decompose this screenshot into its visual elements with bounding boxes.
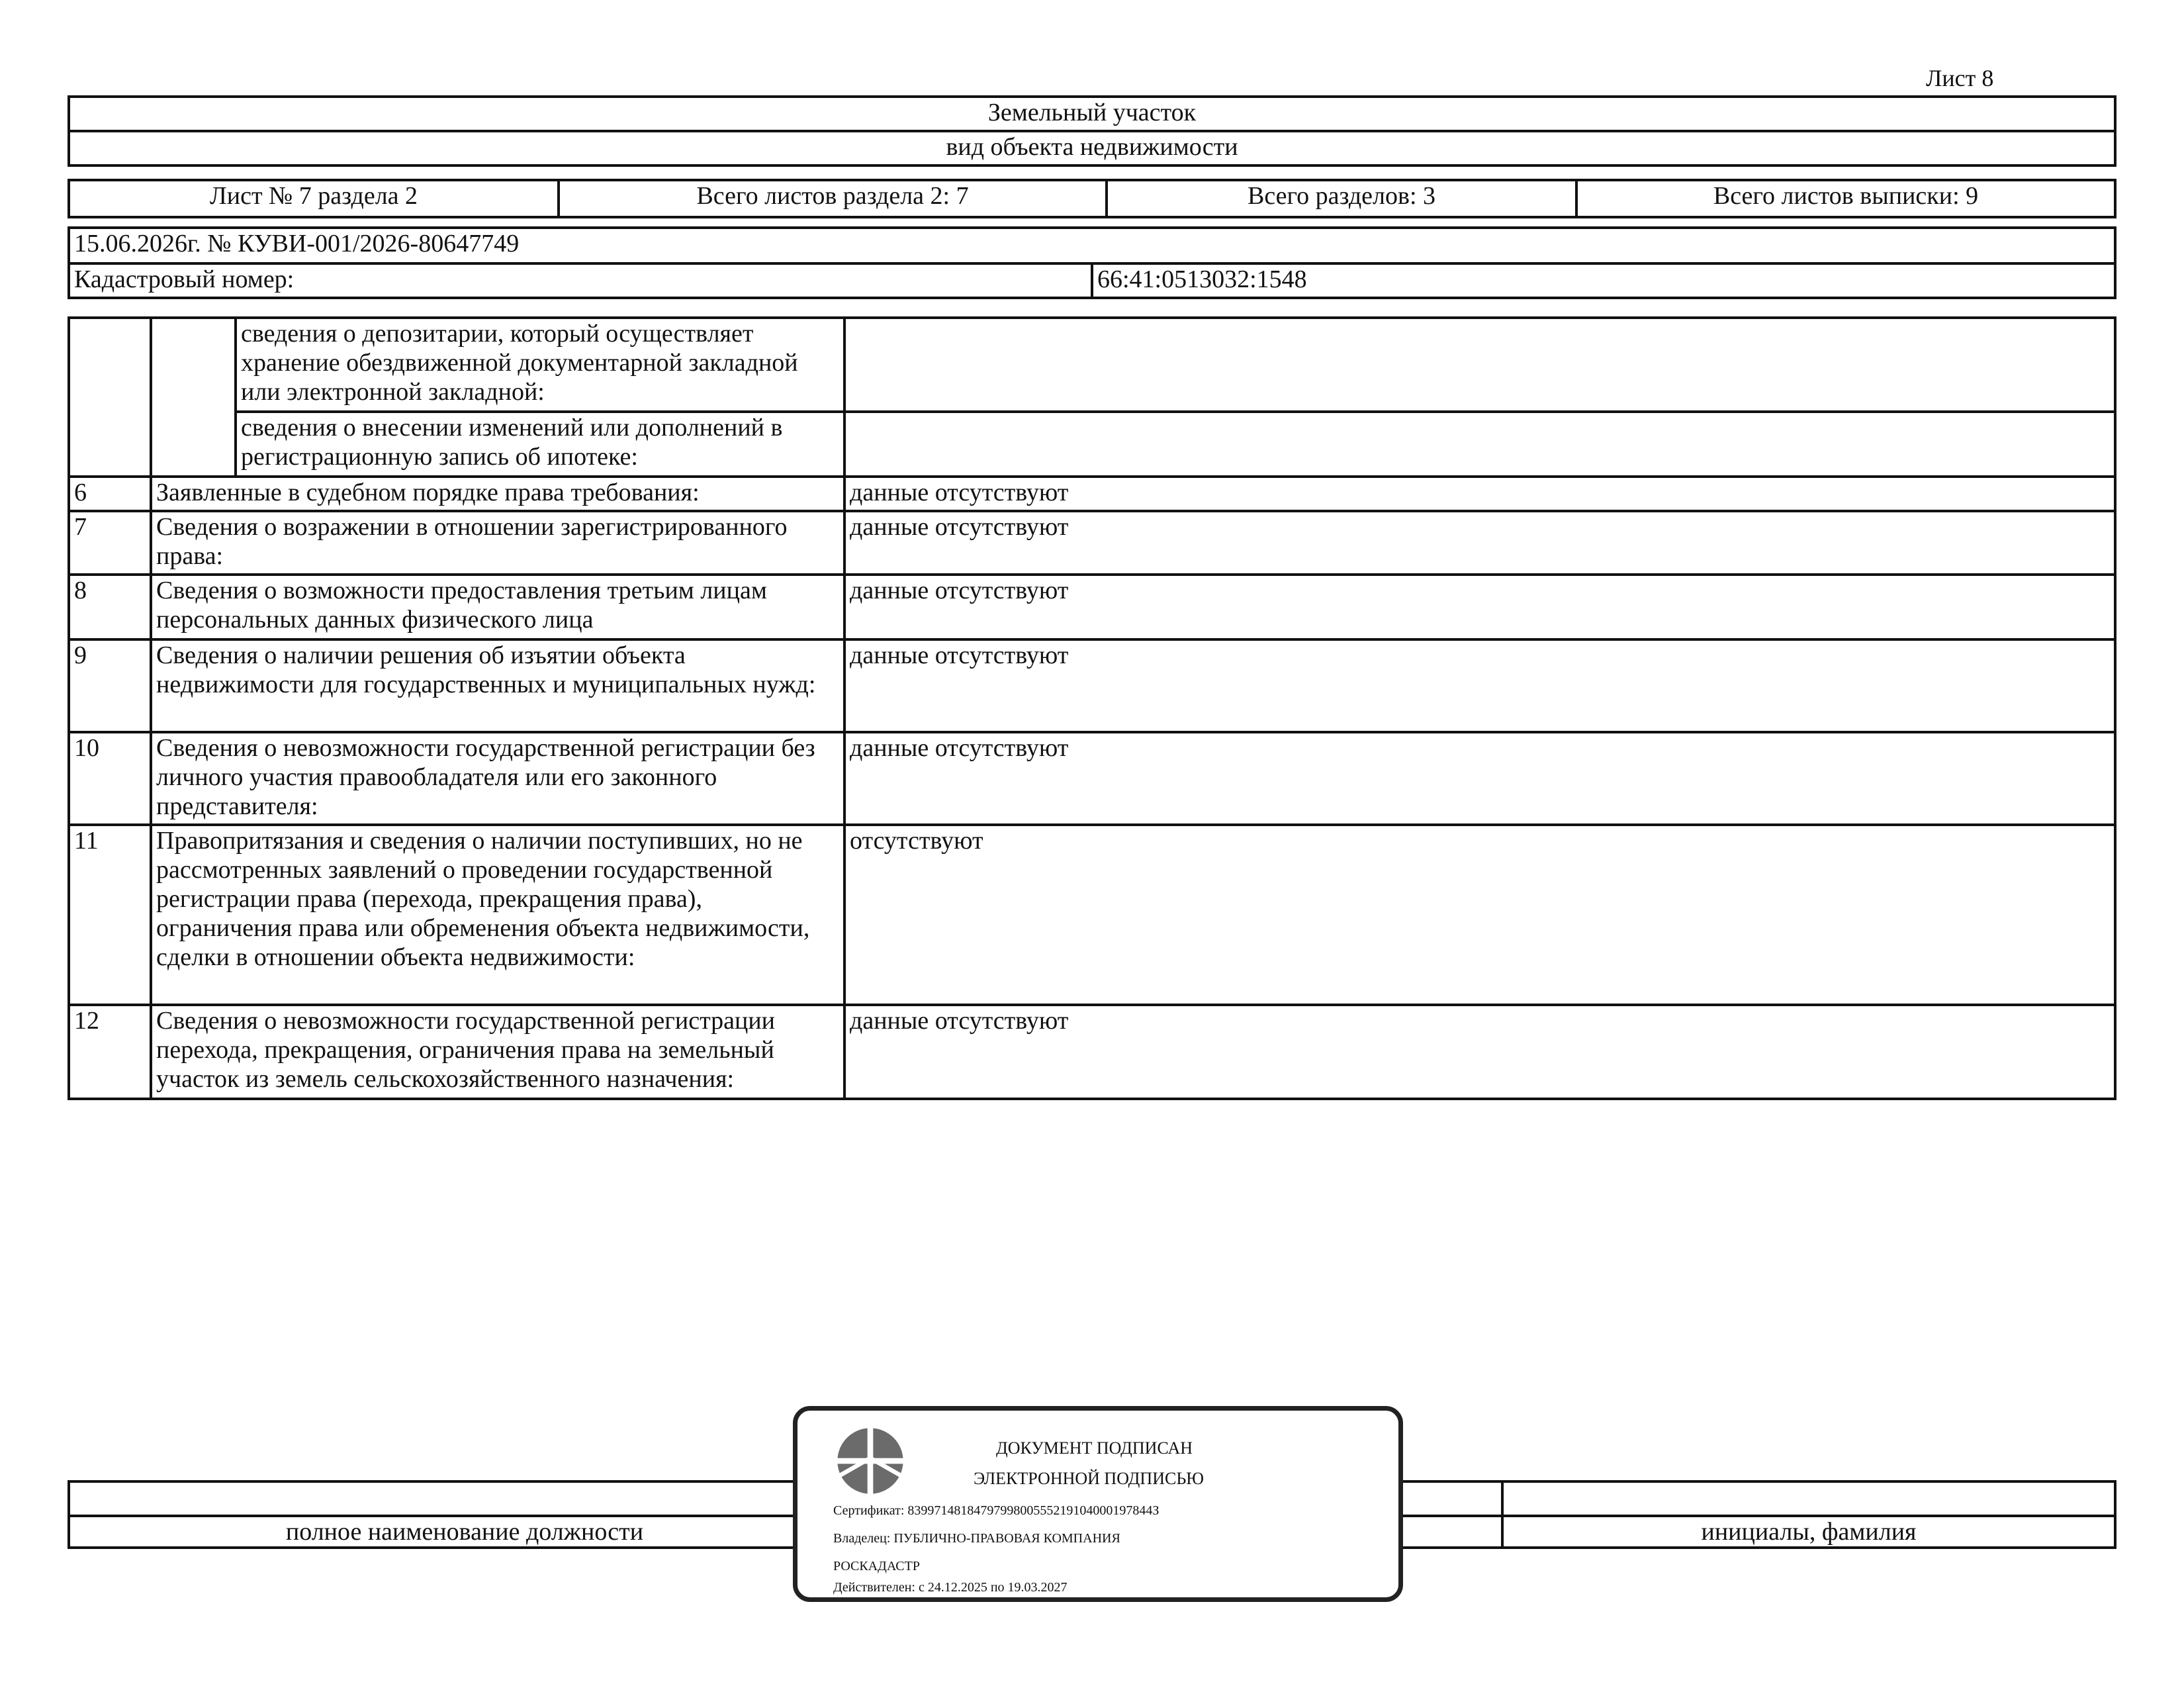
row-number: 10: [69, 732, 151, 825]
table-row: [69, 575, 2115, 639]
row-label: Правопритязания и сведения о наличии поступивших, но не рассмотренных заявлений о проведении государственной регистрации права (перехода, прекращения права), ограничения права или обременения объекта недвижимости, сделки в отношении объекта недвижимости:: [151, 825, 844, 1005]
table-row: [69, 477, 2115, 511]
row-number: 7: [69, 511, 151, 575]
total-section-sheets: Всего листов раздела 2: 7: [559, 180, 1107, 217]
table-row: [69, 732, 2115, 825]
sub-row-label: сведения о внесении изменений или дополнений в регистрационную запись об ипотеке:: [236, 412, 844, 477]
section-sheet: Лист № 7 раздела 2: [69, 180, 559, 217]
position-cell: [69, 1481, 860, 1516]
sub-row-value: [844, 412, 2115, 477]
row-label: Сведения о возражении в отношении зарегистрированного права:: [151, 511, 844, 575]
row-label: Сведения о возможности предоставления третьим лицам персональных данных физического лица: [151, 575, 844, 639]
row-label: Сведения о наличии решения об изъятии объекта недвижимости для государственных и муниципальных нужд:: [151, 639, 844, 732]
object-title: Земельный участок: [69, 97, 2115, 131]
table-row: [69, 318, 2115, 412]
stamp-certificate: Сертификат: 8399714818479799800555219104000197844З: [833, 1503, 1160, 1518]
name-caption: инициалы, фамилия: [1502, 1516, 2115, 1548]
row-number: 6: [69, 477, 151, 511]
total-sections: Всего разделов: 3: [1107, 180, 1576, 217]
record-date-number: 15.06.2026г. № КУВИ-001/2026-80647749: [69, 228, 2115, 263]
row-value: данные отсутствуют: [844, 477, 2115, 511]
electronic-signature-stamp: [793, 1406, 1403, 1602]
row-value: данные отсутствуют: [844, 732, 2115, 825]
row-value: данные отсутствуют: [844, 511, 2115, 575]
sheet-number: Лист 8: [1926, 65, 1994, 91]
row-label: Сведения о невозможности государственной регистрации без личного участия правообладателя или его законного представителя:: [151, 732, 844, 825]
roskadastr-emblem-icon: [835, 1425, 906, 1497]
table-row: [69, 412, 2115, 477]
stamp-line1: ДОКУМЕНТ ПОДПИСАН: [996, 1438, 1193, 1458]
row-number: 11: [69, 825, 151, 1005]
row-number: 8: [69, 575, 151, 639]
row-label: Заявленные в судебном порядке права требования:: [151, 477, 844, 511]
table-row: [69, 639, 2115, 732]
sub-row-value: [844, 318, 2115, 412]
row-label: Сведения о невозможности государственной регистрации перехода, прекращения, ограничения права на земельный участок из земель сельскохозяйственного назначения:: [151, 1005, 844, 1099]
stamp-valid: Действителен: с 24.12.2025 по 19.03.2027: [833, 1580, 1068, 1595]
position-caption: полное наименование должности: [69, 1516, 860, 1548]
total-extract-sheets: Всего листов выписки: 9: [1576, 180, 2115, 217]
table-row: [69, 1005, 2115, 1099]
stamp-line2: ЭЛЕКТРОННОЙ ПОДПИСЬЮ: [974, 1469, 1204, 1488]
cadastral-number: 66:41:0513032:1548: [1092, 263, 2115, 298]
object-type-caption: вид объекта недвижимости: [69, 131, 2115, 165]
row-value: отсутствуют: [844, 825, 2115, 1005]
cadastral-label: Кадастровый номер:: [69, 263, 1092, 298]
row-value: данные отсутствуют: [844, 575, 2115, 639]
name-cell: [1502, 1481, 2115, 1516]
sheet-info-table: [68, 179, 2116, 218]
main-table: [68, 316, 2116, 1100]
sub-row-label: сведения о депозитарии, который осуществляет хранение обездвиженной документарной закладной или электронной закладной:: [236, 318, 844, 412]
record-table: [68, 226, 2116, 299]
stamp-owner: Владелец: ПУБЛИЧНО-ПРАВОВАЯ КОМПАНИЯ: [833, 1531, 1120, 1546]
empty-sub-cell: [151, 318, 236, 477]
table-row: [69, 511, 2115, 575]
empty-num-cell: [69, 318, 151, 477]
row-value: данные отсутствуют: [844, 1005, 2115, 1099]
row-number: 9: [69, 639, 151, 732]
stamp-owner-cont: РОСКАДАСТР: [833, 1559, 920, 1573]
table-row: [69, 825, 2115, 1005]
row-number: 12: [69, 1005, 151, 1099]
row-value: данные отсутствуют: [844, 639, 2115, 732]
object-title-table: [68, 95, 2116, 167]
